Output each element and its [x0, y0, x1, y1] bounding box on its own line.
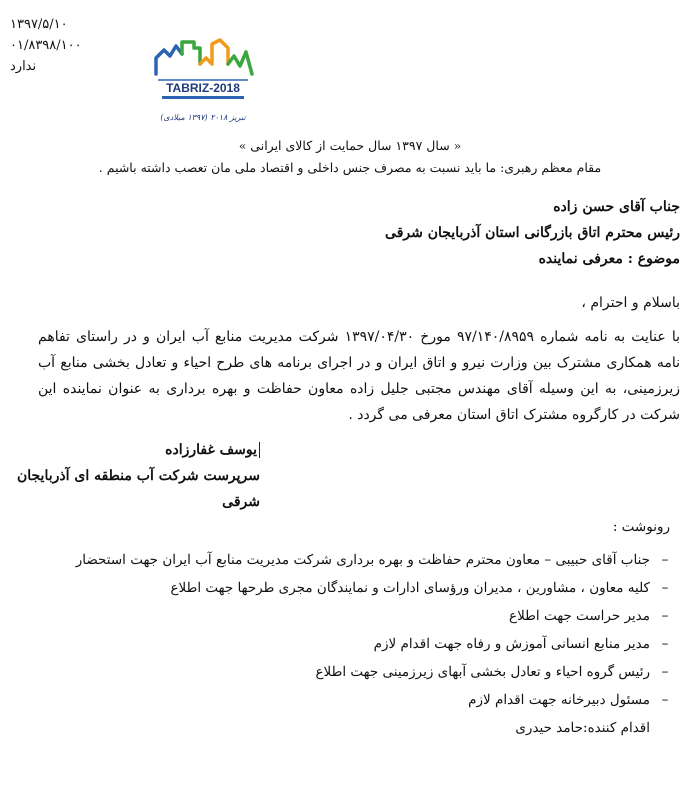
logo-title: TABRIZ-2018 — [166, 81, 240, 95]
letter-number: ۰۱/۸۳۹۸/۱۰۰ — [10, 38, 82, 53]
signature-block — [0, 437, 260, 515]
cc-item: – جناب آقای حبیبی – معاون محترم حفاظت و بهره برداری شرکت مدیریت منابع آب ایران جهت استحضار — [75, 552, 669, 568]
greeting: باسلام و احترام ، — [581, 295, 680, 311]
signatory-name: یوسف غفارزاده — [165, 442, 260, 458]
leader-quote: مقام معظم رهبری: ما باید نسبت به مصرف جنس داخلی و اقتصاد ملی مان تعصب داشته باشیم . — [98, 160, 602, 175]
cc-item: – رئیس گروه احیاء و تعادل بخشی آبهای زیرزمینی جهت اطلاع — [315, 664, 669, 680]
cc-item: – کلیه معاون ، مشاورین ، مدیران ورؤسای ادارات و نمایندگان مجری طرحها جهت اطلاع — [170, 580, 669, 596]
recipient-block — [385, 194, 680, 272]
cc-title: رونوشت : — [612, 519, 670, 535]
letter-meta — [10, 14, 82, 77]
signatory-title: سرپرست شرکت آب منطقه ای آذربایجان شرقی — [16, 468, 260, 510]
logo-subtitle: تبریز ۲۰۱۸ (۱۳۹۷ میلادی) — [160, 113, 246, 122]
letter-date: ۱۳۹۷/۵/۱۰ — [10, 17, 68, 32]
cc-item: – مدیر منابع انسانی آموزش و رفاه جهت اقدام لازم — [373, 636, 669, 652]
cc-list — [76, 546, 680, 742]
prepared-by: اقدام کننده:حامد حیدری — [515, 720, 650, 736]
body-paragraph: با عنایت به نامه شماره ۹۷/۱۴۰/۸۹۵۹ مورخ ۱۳۹۷/۰۴/۳۰ شرکت مدیریت منابع آب ایران و در راستای تفاهم نامه همکاری مشترک بین وزارت نیرو و اتاق ایران و در اجرای برنامه های طرح احیاء و تعادل بخشی منابع آب زیرزمینی، به این وسیله آقای مهندس مجتبی جلیل زاده معاون حفاظت و بهره برداری به عنوان نماینده این شرکت در کارگروه مشترک اتاق استان معرفی می گردد . — [38, 329, 680, 423]
tabriz-2018-logo — [148, 34, 258, 132]
letter-body — [38, 290, 680, 428]
recipient-name: جناب آقای حسن زاده — [553, 199, 680, 215]
cc-item: – مدیر حراست جهت اطلاع — [509, 608, 669, 624]
letter-subject: موضوع : معرفی نماینده — [538, 251, 680, 267]
year-slogan: « سال ۱۳۹۷ سال حمایت از کالای ایرانی » — [238, 138, 462, 153]
tabriz-skyline-icon — [148, 34, 258, 132]
cc-item: – مسئول دبیرخانه جهت اقدام لازم — [468, 692, 669, 708]
recipient-title: رئیس محترم اتاق بازرگانی استان آذربایجان شرقی — [385, 225, 680, 241]
letter-attachment: ندارد — [10, 59, 37, 74]
